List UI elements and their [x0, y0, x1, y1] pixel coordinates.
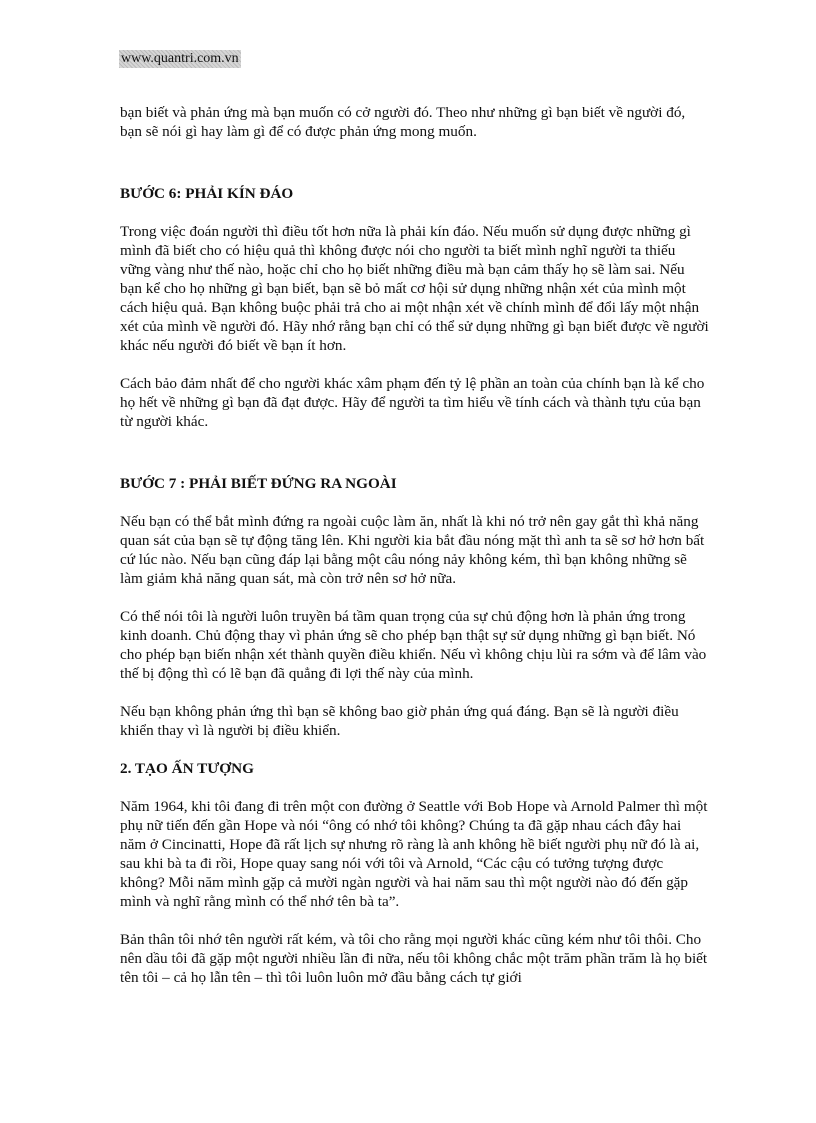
paragraph-impression-2: Bản thân tôi nhớ tên người rất kém, và tôi cho rằng mọi người khác cũng kém như tôi thôi. Cho nên dầu tôi đã gặp một người nhiều lần đi nữa, nếu tôi không chắc một trăm phần trăm là họ biết tên tôi – cả họ lẫn tên – thì tôi luôn luôn mở đầu bằng cách tự giới — [120, 931, 708, 986]
paragraph-step6-1: Trong việc đoán người thì điều tốt hơn nữa là phải kín đáo. Nếu muốn sử dụng được những gì mình đã biết cho có hiệu quả thì không được nói cho người ta biết mình nghĩ người ta thiếu vững vàng như thế nào, hoặc chỉ cho họ biết những điều mà bạn cảm thấy họ sẽ làm sai. Nếu bạn kể cho họ những gì bạn biết, bạn sẽ bỏ mất cơ hội sử dụng những nhận xét của mình một cách hiệu quả. Bạn không buộc phải trả cho ai một nhận xét về chính mình để đổi lấy một nhận xét của mình về người đó. Hãy nhớ rằng bạn chỉ có thể sử dụng những gì bạn biết được về người khác nếu người đó biết về bạn ít hơn. — [120, 223, 709, 354]
document-body — [120, 103, 710, 1006]
spacer — [120, 160, 710, 184]
heading-step-6: BƯỚC 6: PHẢI KÍN ĐÁO — [120, 185, 294, 202]
paragraph-impression-1: Năm 1964, khi tôi đang đi trên một con đường ở Seattle với Bob Hope và Arnold Palmer thì một phụ nữ tiến đến gần Hope và nói “ông có nhớ tôi không? Chúng ta đã gặp nhau cách đây hai năm ở Cincinatti, Hope đã rất lịch sự nhưng rõ ràng là anh không hề biết người phụ nữ đó là ai, sau khi bà ta đi rồi, Hope quay sang nói với tôi và Arnold, “Các cậu có tưởng tượng được không? Mỗi năm mình gặp cả mười ngàn người và hai năm sau thì một người nào đó đến gặp mình và nghĩ rằng mình có thể nhớ tên bà ta”. — [120, 798, 708, 910]
spacer — [120, 450, 710, 474]
paragraph-step7-3: Nếu bạn không phản ứng thì bạn sẽ không bao giờ phản ứng quá đáng. Bạn sẽ là người điều khiển thay vì là người bị điều khiển. — [120, 703, 679, 739]
paragraph-intro: bạn biết và phản ứng mà bạn muốn có cở người đó. Theo như những gì bạn biết về người đó, bạn sẽ nói gì hay làm gì để có được phản ứng mong muốn. — [120, 104, 686, 140]
paragraph-step7-2: Có thể nói tôi là người luôn truyền bá tầm quan trọng của sự chủ động hơn là phản ứng trong kinh doanh. Chủ động thay vì phản ứng sẽ cho phép bạn thật sự sử dụng những gì bạn biết. Nó cho phép bạn biến nhận xét thành quyền điều khiển. Nếu vì không chịu lùi ra sớm và để lâm vào thế bị động thì có lẽ bạn đã quẳng đi lợi thế này của mình. — [120, 608, 707, 682]
heading-impression: 2. TẠO ẤN TƯỢNG — [120, 760, 254, 777]
heading-step-7: BƯỚC 7 : PHẢI BIẾT ĐỨNG RA NGOÀI — [120, 475, 397, 492]
header-url: www.quantri.com.vn — [121, 51, 239, 66]
paragraph-step7-1: Nếu bạn có thể bắt mình đứng ra ngoài cuộc làm ăn, nhất là khi nó trở nên gay gắt thì khả năng quan sát của bạn sẽ tự động tăng lên. Khi người kia bắt đầu nóng mặt thì anh ta sẽ sơ hở hơn bất cứ lúc nào. Nếu bạn cũng đáp lại bằng một câu nóng nảy không kém, thì bạn không những sẽ làm giảm khả năng quan sát, mà còn trở nên sơ hở nữa. — [120, 513, 705, 587]
paragraph-step6-2: Cách bảo đảm nhất để cho người khác xâm phạm đến tỷ lệ phần an toàn của chính bạn là kể cho họ hết về những gì bạn đã đạt được. Hãy để người ta tìm hiểu về tính cách và thành tựu của bạn từ người khác. — [120, 375, 705, 430]
